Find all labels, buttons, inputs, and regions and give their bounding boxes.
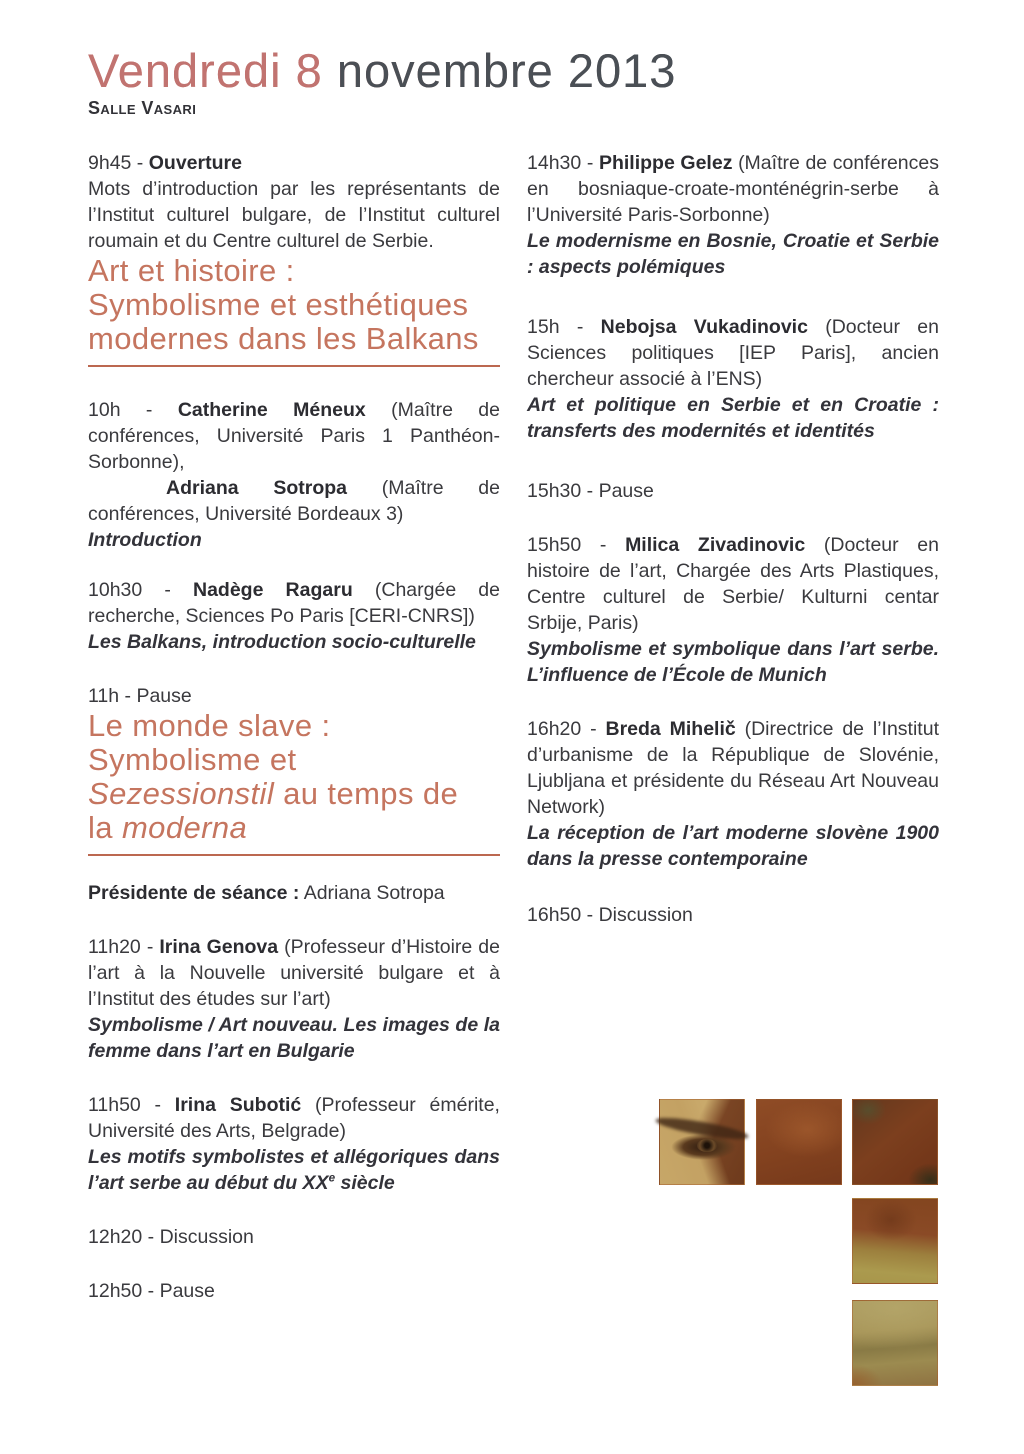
session-time: 9h45: [88, 152, 132, 174]
superscript-e: e: [328, 1171, 336, 1185]
speaker-name: Nadège Ragaru: [192, 579, 353, 601]
session-time: 10h: [88, 399, 121, 421]
session-14h30: [527, 150, 939, 280]
talk-title: Les Balkans, introduction socio-culturelle: [88, 631, 476, 653]
pause-12h50: [88, 1278, 500, 1304]
heading-italic-term: moderna: [121, 810, 248, 845]
session-time: 15h: [527, 316, 560, 338]
pause-label: Pause: [159, 1280, 215, 1302]
speaker-affiliation: (Directrice de l’Institut d’urbanisme de la République de Slovénie, Ljubljana et présidente du Réseau Art Nouveau Network): [527, 718, 939, 818]
session-11h50: [88, 1092, 500, 1196]
section-heading-monde-slave: [88, 709, 500, 856]
left-column: [88, 150, 500, 1304]
separator: -: [131, 152, 149, 174]
session-heading: [88, 397, 500, 475]
page-title-month-year: novembre 2013: [336, 44, 677, 97]
pause-label: Pause: [136, 685, 192, 707]
speaker-name: Philippe Gelez: [598, 152, 733, 174]
pause-line: [527, 478, 939, 504]
speaker-name: Breda Mihelič: [605, 718, 736, 740]
speaker-affiliation: (Chargée de recherche, Sciences Po Paris [CERI-CNRS]): [88, 579, 500, 627]
separator: -: [581, 534, 626, 556]
session-time: 10h30: [88, 579, 143, 601]
pause-line: [88, 1224, 500, 1250]
heading-italic-term: Sezessionstil: [88, 776, 275, 811]
separator: -: [581, 718, 606, 740]
talk-title: Art et politique en Serbie et en Croatie : transferts des modernités et identités: [527, 394, 939, 442]
session-11h20: [88, 934, 500, 1064]
painting-detail-eye: [659, 1099, 745, 1185]
painting-detail-hair-1: [756, 1099, 842, 1185]
pause-line: [88, 683, 500, 709]
heading-line: Art et histoire :: [88, 253, 295, 288]
talk-title: Les motifs symbolistes et allégoriques dans l’art serbe au début du XXe siècle: [88, 1146, 500, 1194]
session-time: 11h20: [88, 936, 141, 958]
section-heading-art-et-histoire: [88, 254, 500, 367]
session-heading: [527, 532, 939, 636]
discussion-12h20: [88, 1224, 500, 1250]
co-speaker-line: [88, 475, 500, 527]
discussion-16h50: [527, 902, 939, 928]
separator: -: [581, 904, 599, 926]
heading-line: modernes dans les Balkans: [88, 321, 479, 356]
separator: -: [119, 685, 137, 707]
separator: -: [140, 1094, 175, 1116]
page-title: [88, 46, 938, 96]
session-description: Mots d’introduction par les représentants de l’Institut culturel bulgare, de l’Institut culturel roumain et du Centre culturel de Serbie.: [88, 178, 500, 252]
session-15h50: [527, 532, 939, 688]
speaker-affiliation: (Maître de conférences, Université Bordeaux 3): [88, 477, 500, 525]
session-heading: [527, 150, 939, 228]
session-time: 16h20: [527, 718, 582, 740]
talk-title: Le modernisme en Bosnie, Croatie et Serbie : aspects polémiques: [527, 230, 939, 278]
separator: -: [559, 316, 601, 338]
talk-title: Symbolisme et symbolique dans l’art serbe. L’influence de l’École de Munich: [527, 638, 939, 686]
talk-title: Symbolisme / Art nouveau. Les images de la femme dans l’art en Bulgarie: [88, 1014, 500, 1062]
speaker-affiliation: (Professeur émérite, Université des Arts, Belgrade): [88, 1094, 500, 1142]
speaker-affiliation: (Maître de conférences en bosniaque-croate-monténégrin-serbe à l’Université Paris-Sorbonne): [527, 152, 939, 226]
speaker-affiliation: (Maître de conférences, Université Paris 1 Panthéon-Sorbonne),: [88, 399, 500, 473]
pause-15h30: [527, 478, 939, 504]
speaker-affiliation: (Docteur en histoire de l’art, Chargée des Arts Plastiques, Centre culturel de Serbie/ Kulturni centar Srbije, Paris): [527, 534, 939, 634]
heading-line: Le monde slave :: [88, 708, 331, 743]
talk-title: La réception de l’art moderne slovène 1900 dans la presse contemporaine: [527, 822, 939, 870]
heading-line: Symbolisme et: [88, 742, 297, 777]
session-time: 11h: [88, 685, 120, 707]
pause-line: [88, 1278, 500, 1304]
session-label: Ouverture: [148, 152, 242, 174]
speaker-affiliation: (Docteur en Sciences politiques [IEP Paris], ancien chercheur associé à l’ENS): [527, 316, 939, 390]
session-heading: [527, 716, 939, 820]
page-header: [88, 46, 938, 119]
session-heading: [527, 314, 939, 392]
talk-title: Introduction: [88, 529, 202, 551]
session-heading: [88, 1092, 500, 1144]
session-heading: [88, 577, 500, 629]
right-column: [527, 150, 939, 928]
speaker-name: Nebojsa Vukadinovic: [600, 316, 808, 338]
session-time: 11h50: [88, 1094, 141, 1116]
pause-11h: [88, 683, 500, 709]
speaker-name: Adriana Sotropa: [166, 477, 348, 499]
speaker-name: Irina Subotić: [174, 1094, 302, 1116]
session-time: 14h30: [527, 152, 582, 174]
room-name: Salle Vasari: [88, 98, 197, 118]
speaker-affiliation: (Professeur d’Histoire de l’art à la Nouvelle université bulgare et à l’Institut des études sur l’art): [88, 936, 500, 1010]
session-16h20: [527, 716, 939, 872]
session-10h: [88, 397, 500, 553]
pause-label: Pause: [598, 480, 654, 502]
session-10h30: [88, 577, 500, 655]
heading-line: la moderna: [88, 810, 248, 845]
heading-line: Sezessionstil au temps de: [88, 776, 459, 811]
separator: -: [142, 1226, 160, 1248]
pause-label: Discussion: [598, 904, 693, 926]
session-time: 12h20: [88, 1226, 143, 1248]
separator: -: [142, 1280, 160, 1302]
pause-label: Discussion: [159, 1226, 254, 1248]
session-15h: [527, 314, 939, 444]
heading-line: Symbolisme et esthétiques: [88, 287, 469, 322]
speaker-name: Milica Zivadinovic: [625, 534, 806, 556]
separator: -: [581, 152, 599, 174]
session-time: 15h30: [527, 480, 582, 502]
speaker-name: Irina Genova: [159, 936, 279, 958]
painting-detail-shoulder: [852, 1198, 938, 1284]
session-9h45: [88, 150, 500, 254]
page-title-date: Vendredi 8: [88, 44, 337, 97]
painting-detail-hair-2: [852, 1099, 938, 1185]
session-heading: [88, 934, 500, 1012]
session-time: 16h50: [527, 904, 582, 926]
session-heading: [88, 150, 500, 176]
chair-line: [88, 880, 500, 906]
painting-detail-drapery: [852, 1300, 938, 1386]
session-chair: [88, 880, 500, 906]
separator: -: [120, 399, 178, 421]
speaker-name: Catherine Méneux: [177, 399, 366, 421]
separator: -: [140, 936, 160, 958]
session-time: 15h50: [527, 534, 582, 556]
pause-line: [527, 902, 939, 928]
chair-label: Présidente de séance :: [88, 882, 300, 904]
chair-name: Adriana Sotropa: [299, 882, 445, 904]
separator: -: [142, 579, 193, 601]
separator: -: [581, 480, 599, 502]
session-time: 12h50: [88, 1280, 143, 1302]
